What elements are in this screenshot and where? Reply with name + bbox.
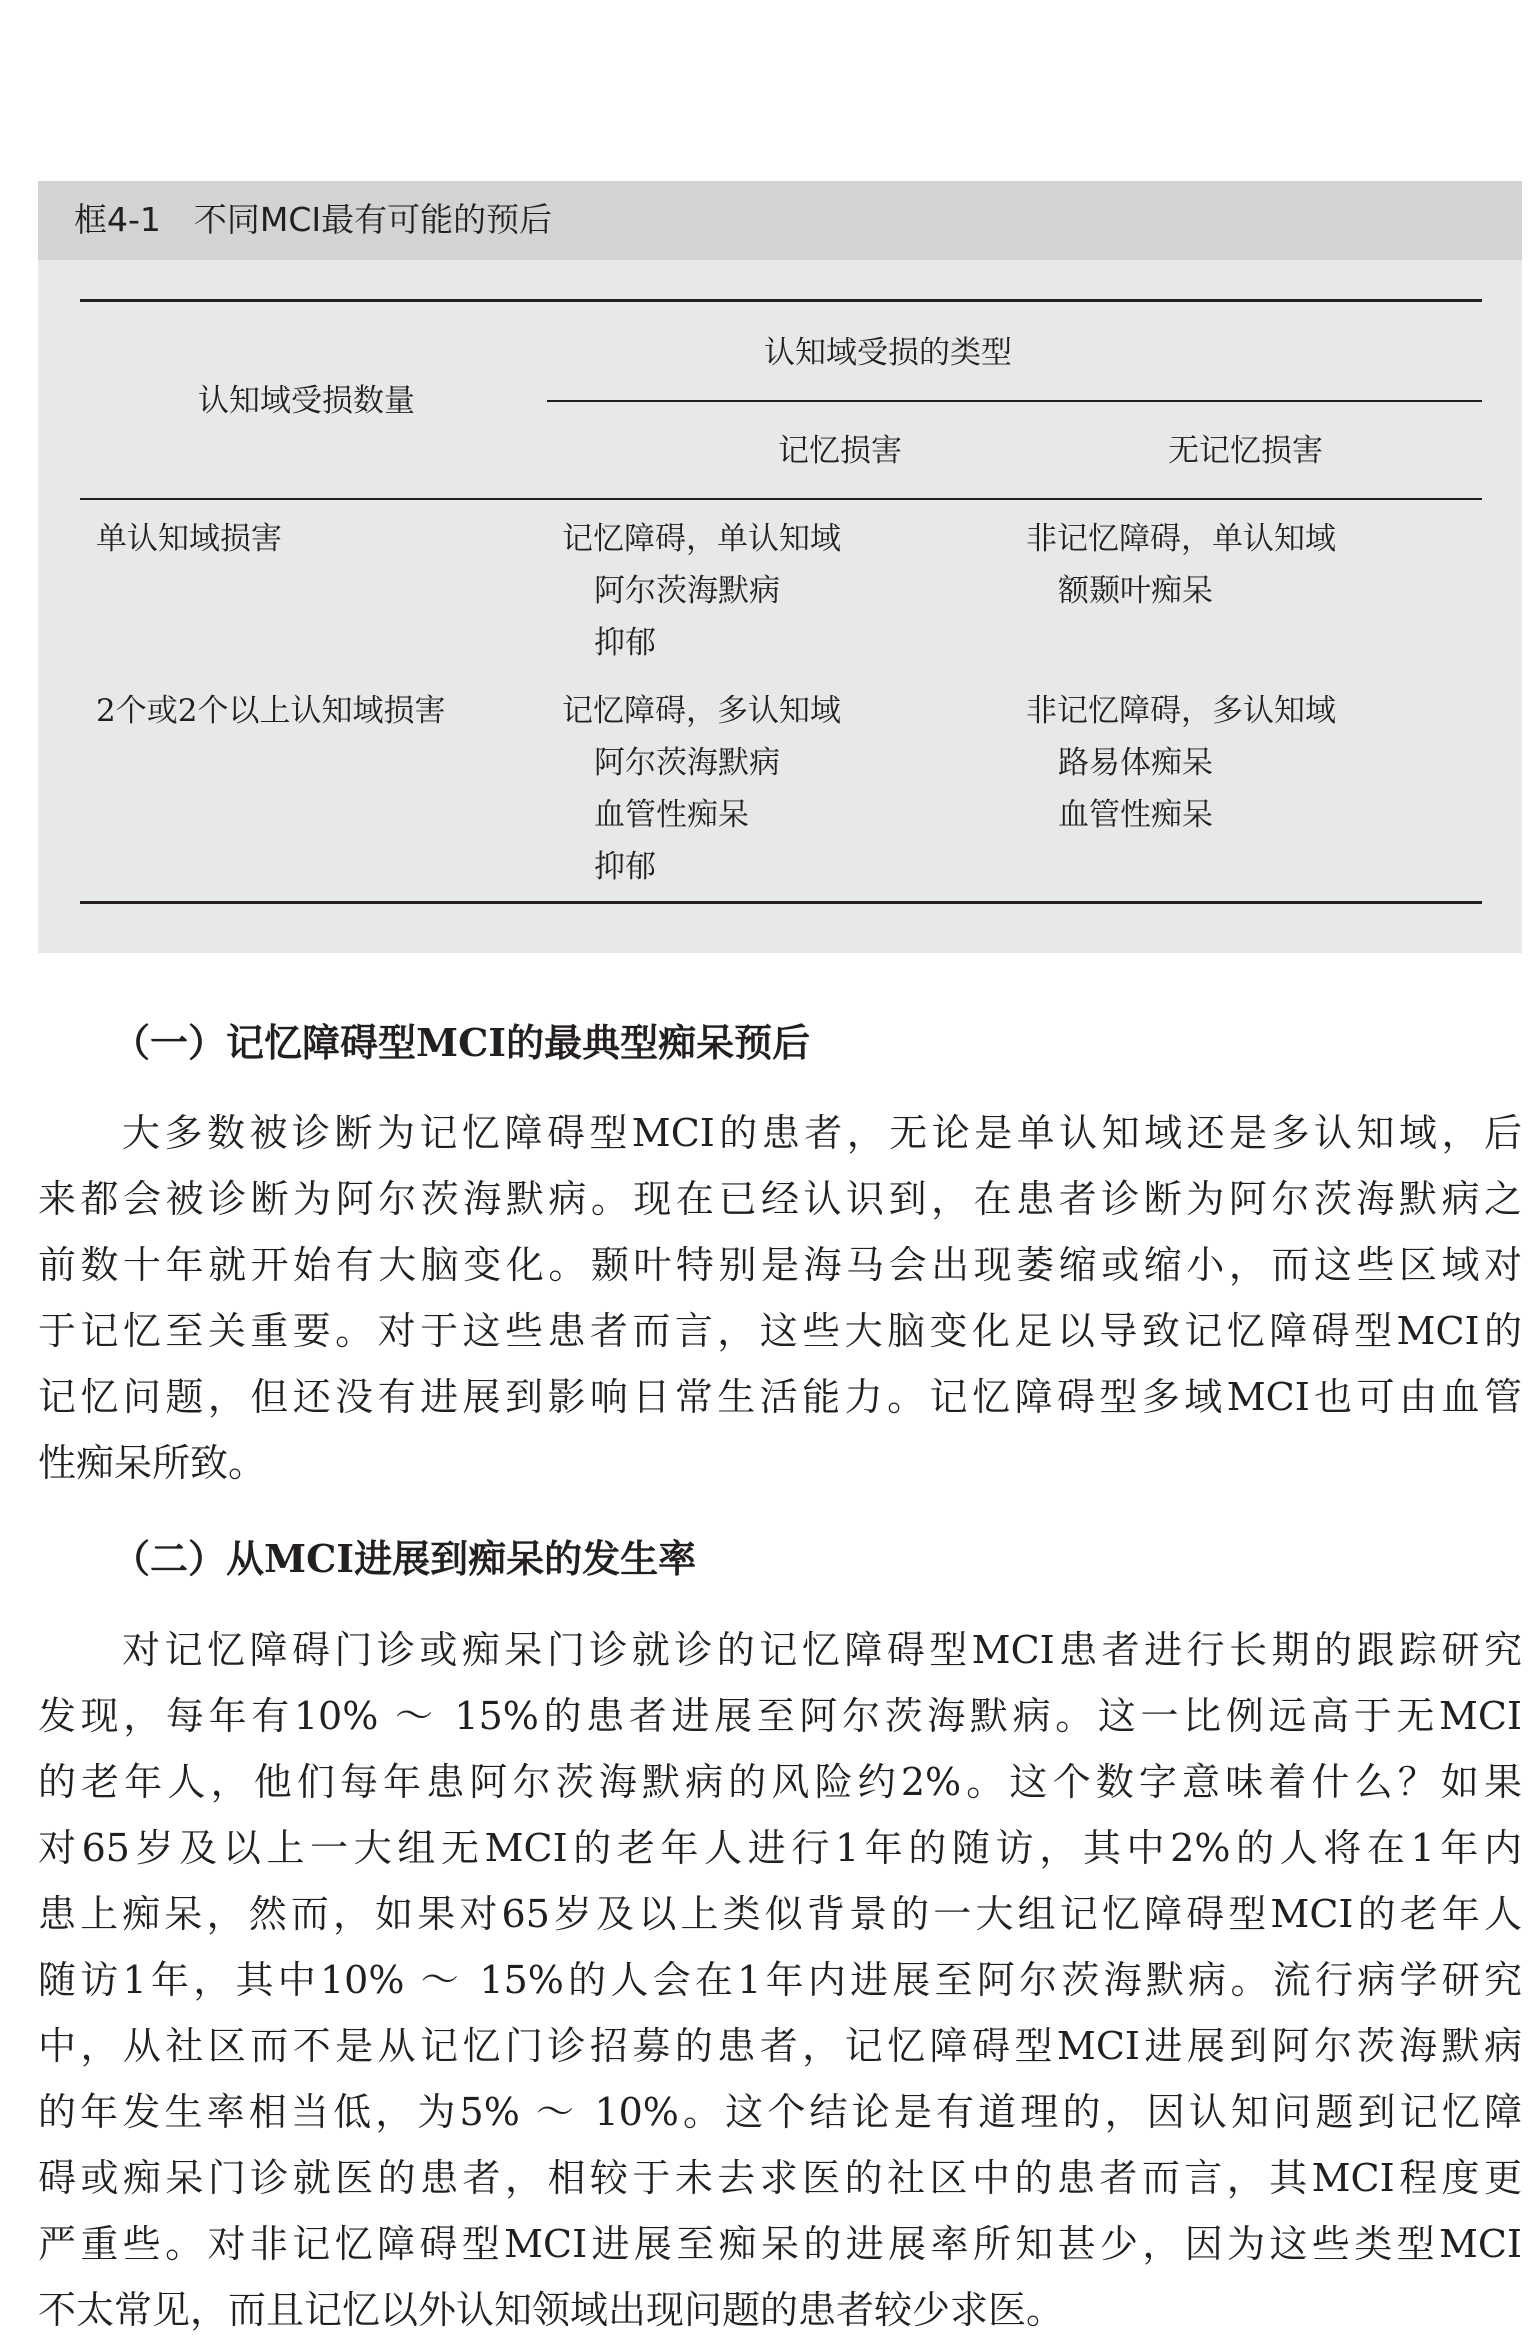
row-multi-memory-outcome: 阿尔茨海默病 (594, 745, 780, 781)
section-heading: （一）记忆障碍型MCI的最典型痴呆预后 (112, 1020, 811, 1065)
row-multi-domain-count: 2个或2个以上认知域损害 (96, 693, 446, 729)
section-heading: （二）从MCI进展到痴呆的发生率 (112, 1536, 697, 1581)
row-single-no-memory-outcome: 额颞叶痴呆 (1058, 573, 1213, 609)
row-multi-memory-outcome: 抑郁 (594, 849, 656, 885)
paragraph-line: 来都会被诊断为阿尔茨海默病。现在已经认识到，在患者诊断为阿尔茨海默病之 (38, 1177, 1522, 1221)
section-paragraph (38, 1617, 1522, 2343)
row-single-domain-count: 单认知域损害 (96, 521, 282, 557)
row-multi-no-memory-outcome: 血管性痴呆 (1058, 797, 1213, 833)
row-multi-no-memory-outcome: 路易体痴呆 (1058, 745, 1213, 781)
row-single-no-memory-type: 非记忆障碍，单认知域 (1026, 521, 1336, 557)
table-group-rule (547, 400, 1482, 402)
paragraph-line: 不太常见，而且记忆以外认知领域出现问题的患者较少求医。 (38, 2288, 1065, 2332)
paragraph-line: 对记忆障碍门诊或痴呆门诊就诊的记忆障碍型MCI患者进行长期的跟踪研究 (122, 1628, 1522, 1672)
paragraph-line: 记忆问题，但还没有进展到影响日常生活能力。记忆障碍型多域MCI也可由血管 (38, 1375, 1522, 1419)
row-single-memory-outcome: 阿尔茨海默病 (594, 573, 780, 609)
paragraph-line: 对65岁及以上一大组无MCI的老年人进行1年的随访，其中2%的人将在1年内 (38, 1826, 1522, 1870)
prognosis-box (38, 181, 1522, 953)
section-paragraph (38, 1100, 1522, 1496)
row-single-memory-outcome: 抑郁 (594, 625, 656, 661)
table-header-rule (80, 498, 1482, 500)
paragraph-line: 患上痴呆，然而，如果对65岁及以上类似背景的一大组记忆障碍型MCI的老年人 (38, 1892, 1522, 1936)
box-title: 框4-1 不同MCI最有可能的预后 (74, 200, 553, 239)
paragraph-line: 的年发生率相当低，为5% ～ 10%。这个结论是有道理的，因认知问题到记忆障 (38, 2090, 1522, 2134)
paragraph-line: 严重些。对非记忆障碍型MCI进展至痴呆的进展率所知甚少，因为这些类型MCI (38, 2222, 1522, 2266)
table-bottom-rule (80, 901, 1482, 904)
header-count-label: 认知域受损数量 (198, 383, 415, 419)
paragraph-line: 性痴呆所致。 (38, 1441, 267, 1485)
paragraph-line: 发现，每年有10% ～ 15%的患者进展至阿尔茨海默病。这一比例远高于无MCI (38, 1694, 1522, 1738)
row-multi-memory-type: 记忆障碍，多认知域 (562, 693, 841, 729)
paragraph-line: 于记忆至关重要。对于这些患者而言，这些大脑变化足以导致记忆障碍型MCI的 (38, 1309, 1522, 1353)
box-title-bar (38, 181, 1522, 260)
paragraph-line: 中，从社区而不是从记忆门诊招募的患者，记忆障碍型MCI进展到阿尔茨海默病 (38, 2024, 1522, 2068)
header-no-memory-label: 无记忆损害 (1168, 433, 1323, 469)
header-type-label: 认知域受损的类型 (764, 335, 1012, 371)
paragraph-line: 随访1年，其中10% ～ 15%的人会在1年内进展至阿尔茨海默病。流行病学研究 (38, 1958, 1522, 2002)
row-multi-memory-outcome: 血管性痴呆 (594, 797, 749, 833)
header-memory-label: 记忆损害 (778, 433, 902, 469)
row-multi-no-memory-type: 非记忆障碍，多认知域 (1026, 693, 1336, 729)
paragraph-line: 前数十年就开始有大脑变化。颞叶特别是海马会出现萎缩或缩小，而这些区域对 (38, 1243, 1522, 1287)
paragraph-line: 碍或痴呆门诊就医的患者，相较于未去求医的社区中的患者而言，其MCI程度更 (38, 2156, 1522, 2200)
paragraph-line: 大多数被诊断为记忆障碍型MCI的患者，无论是单认知域还是多认知域，后 (122, 1111, 1522, 1155)
row-single-memory-type: 记忆障碍，单认知域 (562, 521, 841, 557)
paragraph-line: 的老年人，他们每年患阿尔茨海默病的风险约2%。这个数字意味着什么？如果 (38, 1760, 1522, 1804)
table-top-rule (80, 299, 1482, 302)
